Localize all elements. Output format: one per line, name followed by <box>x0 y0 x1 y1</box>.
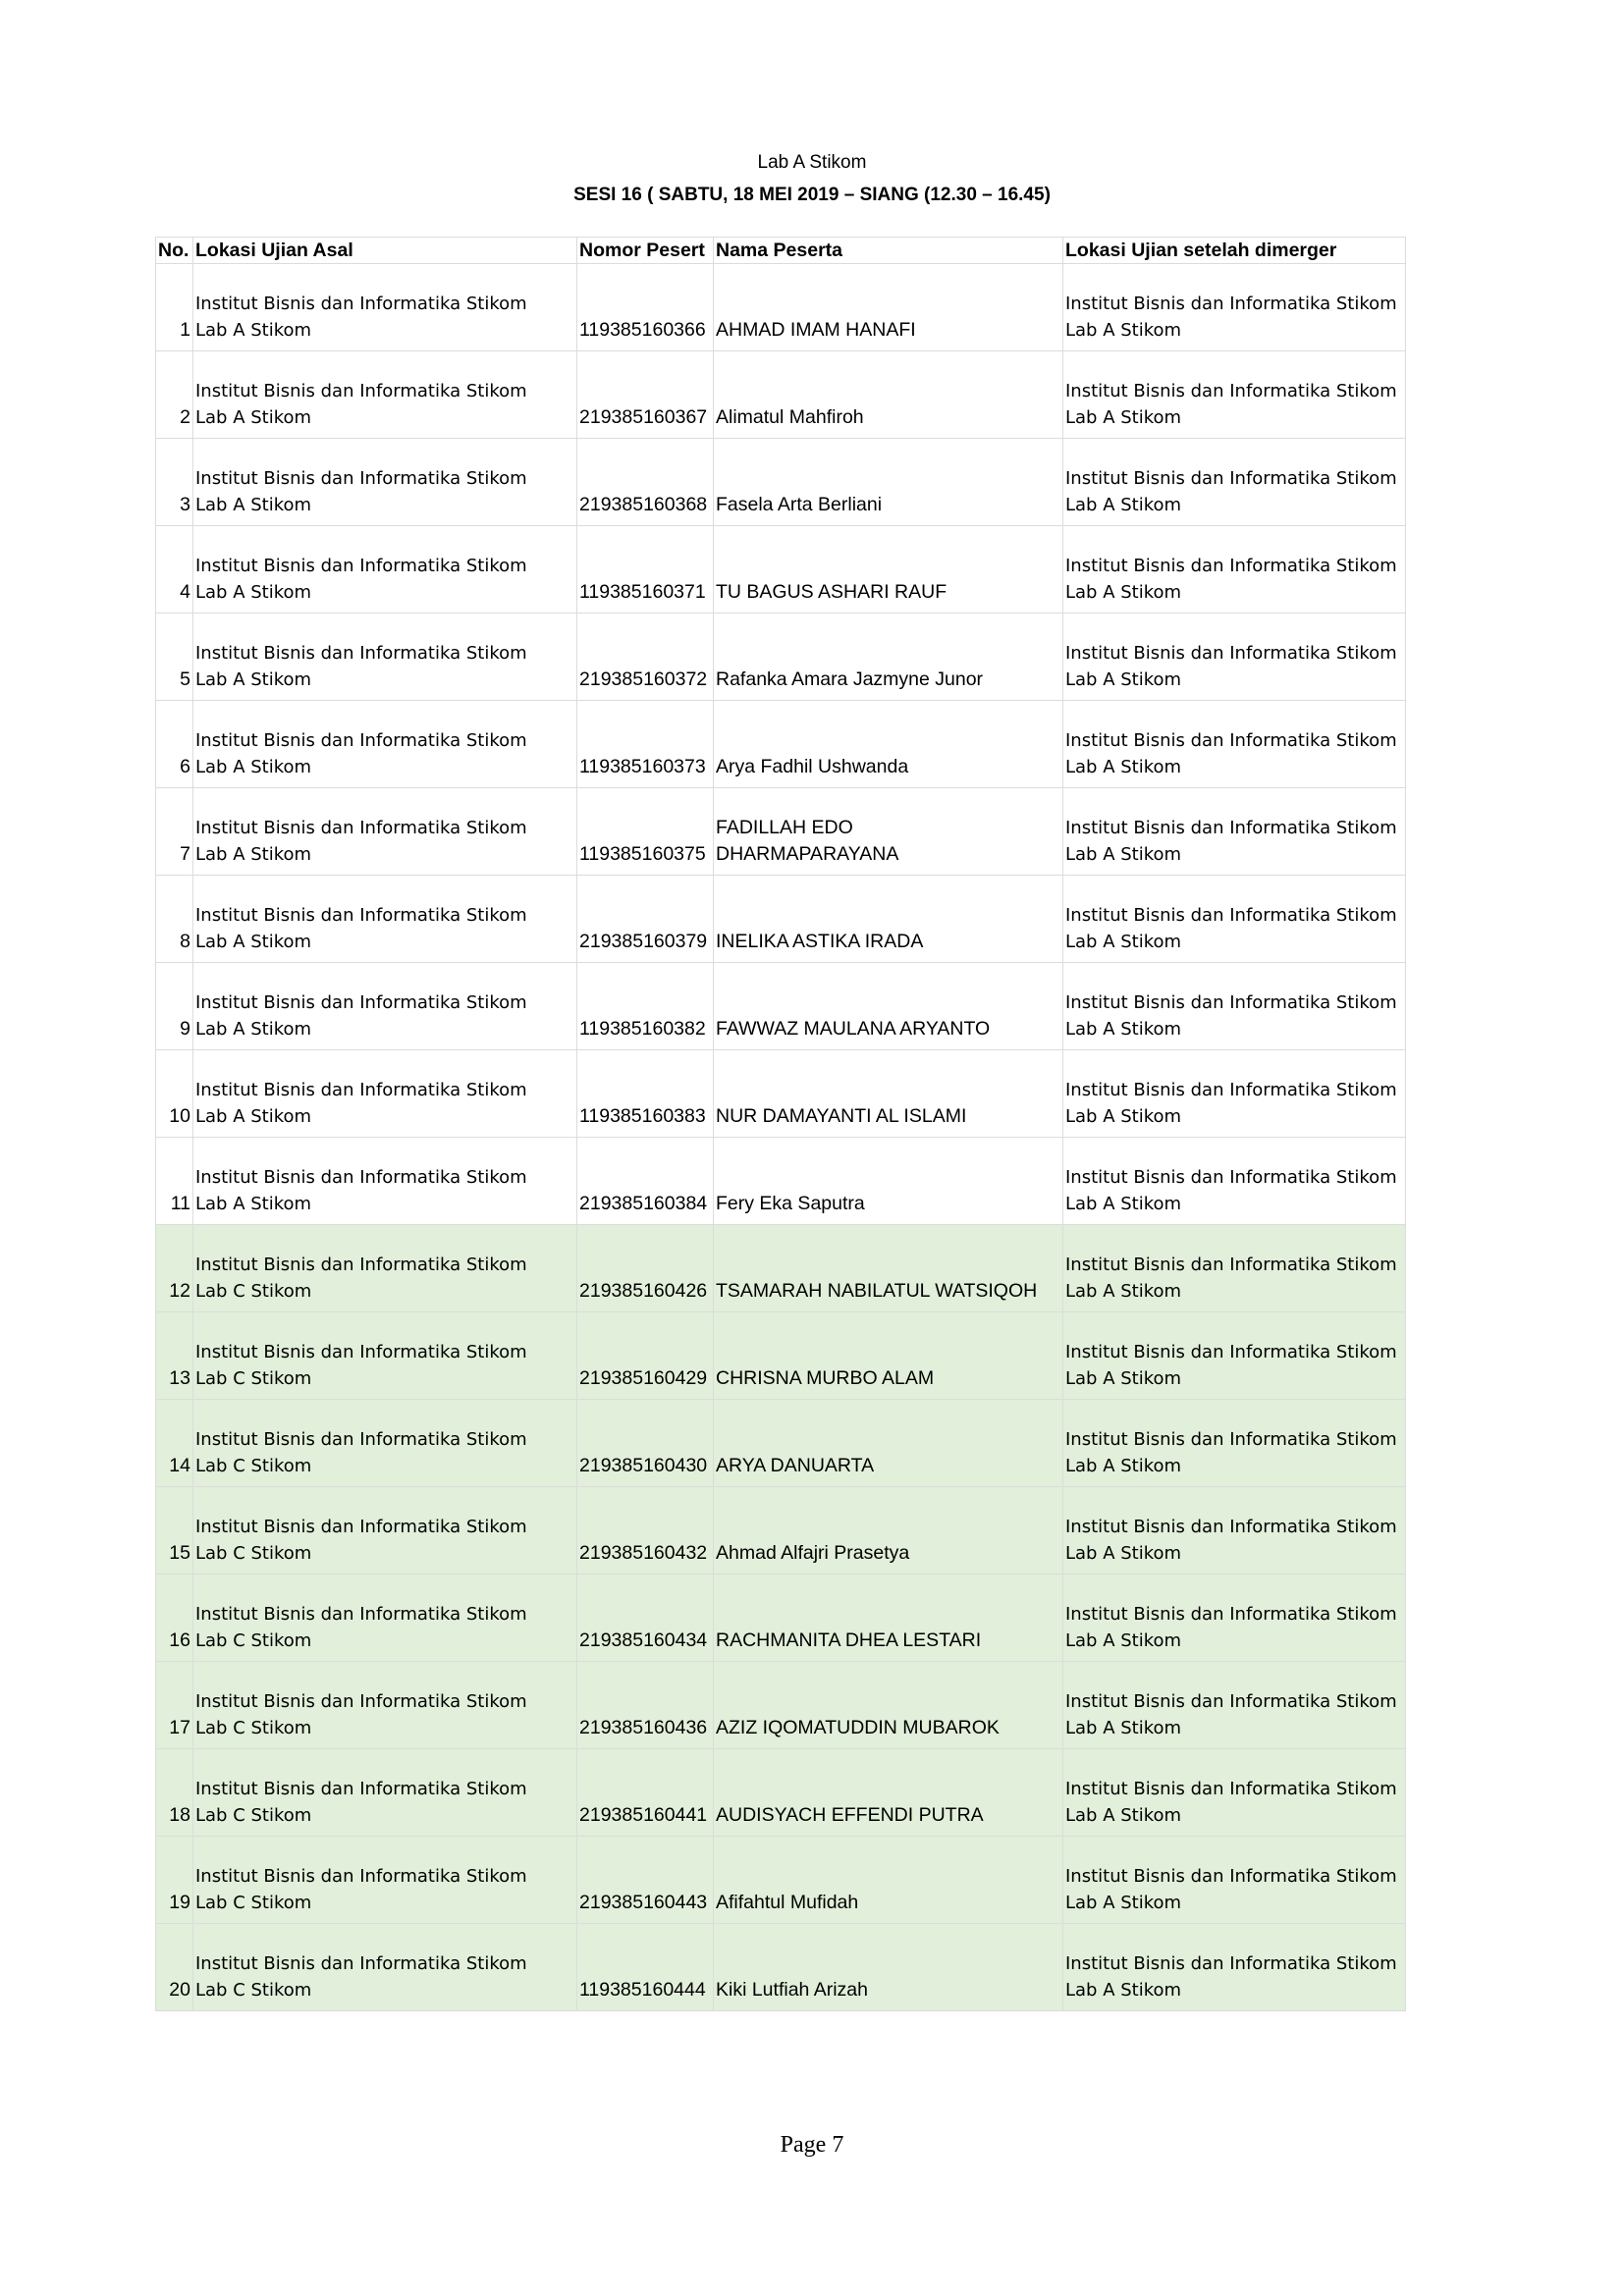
table-row <box>156 1837 1406 1924</box>
document-title: Lab A Stikom <box>757 152 867 173</box>
column-header-lokasi-asal: Lokasi Ujian Asal <box>193 238 577 264</box>
lokasi-asal-lab: Lab C Stikom <box>195 1893 312 1913</box>
lokasi-merger-lab: Lab A Stikom <box>1065 1019 1182 1040</box>
lokasi-merger-lab: Lab A Stikom <box>1065 1718 1182 1738</box>
nama-peserta-cell <box>714 1487 1063 1575</box>
nama-peserta-line-2: ARYA DANUARTA <box>716 1455 875 1476</box>
table-row <box>156 264 1406 351</box>
lokasi-asal-lab: Lab C Stikom <box>195 1805 312 1826</box>
lokasi-merger-cell <box>1063 1487 1406 1575</box>
table-row <box>156 1662 1406 1749</box>
lokasi-merger-lab: Lab A Stikom <box>1065 407 1182 428</box>
lokasi-merger-institution: Institut Bisnis dan Informatika Stikom <box>1065 1080 1397 1100</box>
lokasi-merger-institution: Institut Bisnis dan Informatika Stikom <box>1065 643 1397 664</box>
nama-peserta-line-2: Rafanka Amara Jazmyne Junor <box>716 668 984 690</box>
row-number: 4 <box>156 526 193 614</box>
nama-peserta-cell <box>714 351 1063 439</box>
nama-peserta-line-2: AUDISYACH EFFENDI PUTRA <box>716 1804 984 1826</box>
lokasi-merger-institution: Institut Bisnis dan Informatika Stikom <box>1065 1691 1397 1712</box>
row-number: 18 <box>156 1749 193 1837</box>
lokasi-asal-cell <box>193 963 577 1050</box>
lokasi-merger-cell <box>1063 1050 1406 1138</box>
table-row <box>156 439 1406 526</box>
nama-peserta-line-1: FADILLAH EDO <box>716 817 853 838</box>
nama-peserta-line-2: AZIZ IQOMATUDDIN MUBAROK <box>716 1717 1000 1738</box>
lokasi-merger-cell <box>1063 963 1406 1050</box>
nama-peserta-line-2: TU BAGUS ASHARI RAUF <box>716 581 947 603</box>
table-row <box>156 1924 1406 2011</box>
nama-peserta-line-2: AHMAD IMAM HANAFI <box>716 319 916 341</box>
lokasi-asal-institution: Institut Bisnis dan Informatika Stikom <box>195 1691 527 1712</box>
row-number: 20 <box>156 1924 193 2011</box>
nama-peserta-line-2: DHARMAPARAYANA <box>716 843 899 865</box>
nama-peserta-cell <box>714 1575 1063 1662</box>
lokasi-merger-cell <box>1063 1837 1406 1924</box>
table-row <box>156 351 1406 439</box>
nama-peserta-cell <box>714 876 1063 963</box>
lokasi-merger-lab: Lab A Stikom <box>1065 669 1182 690</box>
column-header-no: No. <box>156 238 193 264</box>
nama-peserta-cell <box>714 526 1063 614</box>
nama-peserta-cell <box>714 1050 1063 1138</box>
lokasi-merger-institution: Institut Bisnis dan Informatika Stikom <box>1065 1517 1397 1537</box>
lokasi-asal-lab: Lab A Stikom <box>195 1106 312 1127</box>
lokasi-asal-lab: Lab C Stikom <box>195 1980 312 2001</box>
row-number: 19 <box>156 1837 193 1924</box>
lokasi-merger-institution: Institut Bisnis dan Informatika Stikom <box>1065 1779 1397 1799</box>
lokasi-merger-institution: Institut Bisnis dan Informatika Stikom <box>1065 1167 1397 1188</box>
nama-peserta-line-2: Fasela Arta Berliani <box>716 494 883 515</box>
nomor-peserta-cell: 219385160436 <box>577 1662 714 1749</box>
lokasi-merger-lab: Lab A Stikom <box>1065 320 1182 341</box>
lokasi-asal-lab: Lab A Stikom <box>195 407 312 428</box>
lokasi-merger-institution: Institut Bisnis dan Informatika Stikom <box>1065 905 1397 926</box>
nomor-peserta-cell: 119385160444 <box>577 1924 714 2011</box>
row-number: 2 <box>156 351 193 439</box>
nama-peserta-cell <box>714 1749 1063 1837</box>
lokasi-asal-institution: Institut Bisnis dan Informatika Stikom <box>195 1255 527 1275</box>
table-row <box>156 701 1406 788</box>
nomor-peserta-cell: 219385160379 <box>577 876 714 963</box>
lokasi-asal-lab: Lab A Stikom <box>195 582 312 603</box>
nama-peserta-cell <box>714 1662 1063 1749</box>
row-number: 13 <box>156 1312 193 1400</box>
lokasi-merger-lab: Lab A Stikom <box>1065 1805 1182 1826</box>
lokasi-merger-cell <box>1063 351 1406 439</box>
nama-peserta-line-2: RACHMANITA DHEA LESTARI <box>716 1629 982 1651</box>
lokasi-asal-lab: Lab A Stikom <box>195 1194 312 1214</box>
lokasi-asal-cell <box>193 526 577 614</box>
lokasi-asal-institution: Institut Bisnis dan Informatika Stikom <box>195 992 527 1013</box>
table-row <box>156 1749 1406 1837</box>
lokasi-merger-cell <box>1063 1662 1406 1749</box>
lokasi-asal-institution: Institut Bisnis dan Informatika Stikom <box>195 556 527 576</box>
lokasi-asal-lab: Lab A Stikom <box>195 320 312 341</box>
nomor-peserta-cell: 119385160383 <box>577 1050 714 1138</box>
lokasi-merger-lab: Lab A Stikom <box>1065 582 1182 603</box>
row-number: 14 <box>156 1400 193 1487</box>
lokasi-asal-cell <box>193 876 577 963</box>
lokasi-merger-lab: Lab A Stikom <box>1065 932 1182 952</box>
column-header-nama-peserta: Nama Peserta <box>714 238 1063 264</box>
nama-peserta-line-2: FAWWAZ MAULANA ARYANTO <box>716 1018 991 1040</box>
session-heading: SESI 16 ( SABTU, 18 MEI 2019 – SIANG (12.30 – 16.45) <box>573 185 1051 205</box>
lokasi-asal-cell <box>193 1050 577 1138</box>
lokasi-asal-cell <box>193 614 577 701</box>
lokasi-merger-institution: Institut Bisnis dan Informatika Stikom <box>1065 730 1397 751</box>
nomor-peserta-cell: 219385160367 <box>577 351 714 439</box>
lokasi-asal-lab: Lab A Stikom <box>195 757 312 777</box>
lokasi-merger-cell <box>1063 614 1406 701</box>
lokasi-asal-cell <box>193 701 577 788</box>
lokasi-merger-lab: Lab A Stikom <box>1065 1630 1182 1651</box>
lokasi-merger-cell <box>1063 701 1406 788</box>
row-number: 15 <box>156 1487 193 1575</box>
lokasi-asal-institution: Institut Bisnis dan Informatika Stikom <box>195 905 527 926</box>
nomor-peserta-cell: 219385160384 <box>577 1138 714 1225</box>
nomor-peserta-cell: 219385160443 <box>577 1837 714 1924</box>
lokasi-merger-lab: Lab A Stikom <box>1065 1456 1182 1476</box>
row-number: 8 <box>156 876 193 963</box>
lokasi-asal-lab: Lab A Stikom <box>195 669 312 690</box>
nama-peserta-cell <box>714 439 1063 526</box>
lokasi-merger-institution: Institut Bisnis dan Informatika Stikom <box>1065 1342 1397 1362</box>
table-row <box>156 1312 1406 1400</box>
nama-peserta-line-2: INELIKA ASTIKA IRADA <box>716 931 924 952</box>
lokasi-asal-cell <box>193 788 577 876</box>
lokasi-asal-lab: Lab C Stikom <box>195 1630 312 1651</box>
lokasi-asal-cell <box>193 1312 577 1400</box>
table-row <box>156 876 1406 963</box>
nama-peserta-cell <box>714 788 1063 876</box>
nama-peserta-cell <box>714 1400 1063 1487</box>
column-header-lokasi-merger: Lokasi Ujian setelah dimerger <box>1063 238 1406 264</box>
lokasi-merger-institution: Institut Bisnis dan Informatika Stikom <box>1065 1866 1397 1887</box>
lokasi-asal-institution: Institut Bisnis dan Informatika Stikom <box>195 1953 527 1974</box>
lokasi-merger-institution: Institut Bisnis dan Informatika Stikom <box>1065 818 1397 838</box>
nama-peserta-cell <box>714 1138 1063 1225</box>
nama-peserta-line-2: Ahmad Alfajri Prasetya <box>716 1542 910 1564</box>
row-number: 7 <box>156 788 193 876</box>
lokasi-merger-institution: Institut Bisnis dan Informatika Stikom <box>1065 1604 1397 1625</box>
lokasi-merger-institution: Institut Bisnis dan Informatika Stikom <box>1065 556 1397 576</box>
row-number: 17 <box>156 1662 193 1749</box>
table-row <box>156 788 1406 876</box>
lokasi-asal-cell <box>193 351 577 439</box>
nama-peserta-cell <box>714 1924 1063 2011</box>
lokasi-merger-institution: Institut Bisnis dan Informatika Stikom <box>1065 381 1397 401</box>
table-row <box>156 1487 1406 1575</box>
table-row <box>156 1138 1406 1225</box>
lokasi-asal-lab: Lab C Stikom <box>195 1718 312 1738</box>
nama-peserta-line-2: Alimatul Mahfiroh <box>716 406 864 428</box>
row-number: 6 <box>156 701 193 788</box>
nama-peserta-cell <box>714 701 1063 788</box>
lokasi-asal-lab: Lab C Stikom <box>195 1456 312 1476</box>
nomor-peserta-cell: 119385160382 <box>577 963 714 1050</box>
nomor-peserta-cell: 119385160366 <box>577 264 714 351</box>
row-number: 16 <box>156 1575 193 1662</box>
lokasi-asal-institution: Institut Bisnis dan Informatika Stikom <box>195 818 527 838</box>
lokasi-asal-institution: Institut Bisnis dan Informatika Stikom <box>195 381 527 401</box>
nama-peserta-line-2: CHRISNA MURBO ALAM <box>716 1367 935 1389</box>
lokasi-asal-lab: Lab C Stikom <box>195 1281 312 1302</box>
lokasi-merger-cell <box>1063 264 1406 351</box>
row-number: 9 <box>156 963 193 1050</box>
lokasi-asal-institution: Institut Bisnis dan Informatika Stikom <box>195 730 527 751</box>
lokasi-merger-cell <box>1063 1138 1406 1225</box>
nomor-peserta-cell: 219385160441 <box>577 1749 714 1837</box>
lokasi-merger-lab: Lab A Stikom <box>1065 1980 1182 2001</box>
lokasi-merger-institution: Institut Bisnis dan Informatika Stikom <box>1065 468 1397 489</box>
lokasi-asal-lab: Lab A Stikom <box>195 844 312 865</box>
lokasi-merger-institution: Institut Bisnis dan Informatika Stikom <box>1065 1953 1397 1974</box>
nomor-peserta-cell: 219385160432 <box>577 1487 714 1575</box>
lokasi-merger-cell <box>1063 788 1406 876</box>
lokasi-merger-institution: Institut Bisnis dan Informatika Stikom <box>1065 294 1397 314</box>
nomor-peserta-cell: 219385160372 <box>577 614 714 701</box>
lokasi-asal-cell <box>193 1575 577 1662</box>
table-row <box>156 1225 1406 1312</box>
lokasi-asal-cell <box>193 439 577 526</box>
lokasi-merger-lab: Lab A Stikom <box>1065 1893 1182 1913</box>
lokasi-asal-institution: Institut Bisnis dan Informatika Stikom <box>195 294 527 314</box>
row-number: 12 <box>156 1225 193 1312</box>
nomor-peserta-cell: 219385160434 <box>577 1575 714 1662</box>
lokasi-merger-cell <box>1063 876 1406 963</box>
nomor-peserta-cell: 119385160371 <box>577 526 714 614</box>
lokasi-asal-cell <box>193 1924 577 2011</box>
lokasi-asal-cell <box>193 1138 577 1225</box>
lokasi-asal-cell <box>193 1662 577 1749</box>
lokasi-asal-institution: Institut Bisnis dan Informatika Stikom <box>195 1779 527 1799</box>
nama-peserta-cell <box>714 1837 1063 1924</box>
row-number: 3 <box>156 439 193 526</box>
lokasi-merger-institution: Institut Bisnis dan Informatika Stikom <box>1065 1255 1397 1275</box>
lokasi-asal-institution: Institut Bisnis dan Informatika Stikom <box>195 1167 527 1188</box>
lokasi-asal-lab: Lab C Stikom <box>195 1368 312 1389</box>
lokasi-merger-cell <box>1063 439 1406 526</box>
lokasi-asal-cell <box>193 1749 577 1837</box>
lokasi-merger-lab: Lab A Stikom <box>1065 1194 1182 1214</box>
lokasi-merger-lab: Lab A Stikom <box>1065 1543 1182 1564</box>
lokasi-merger-cell <box>1063 1749 1406 1837</box>
nama-peserta-cell <box>714 264 1063 351</box>
table-row <box>156 614 1406 701</box>
participant-table <box>155 237 1406 2011</box>
lokasi-merger-lab: Lab A Stikom <box>1065 495 1182 515</box>
nomor-peserta-cell: 219385160430 <box>577 1400 714 1487</box>
nama-peserta-line-2: NUR DAMAYANTI AL ISLAMI <box>716 1105 967 1127</box>
lokasi-asal-lab: Lab A Stikom <box>195 932 312 952</box>
row-number: 10 <box>156 1050 193 1138</box>
row-number: 5 <box>156 614 193 701</box>
lokasi-asal-institution: Institut Bisnis dan Informatika Stikom <box>195 1080 527 1100</box>
lokasi-asal-lab: Lab C Stikom <box>195 1543 312 1564</box>
lokasi-asal-lab: Lab A Stikom <box>195 1019 312 1040</box>
nomor-peserta-cell: 119385160373 <box>577 701 714 788</box>
lokasi-asal-institution: Institut Bisnis dan Informatika Stikom <box>195 1429 527 1450</box>
nomor-peserta-cell: 219385160426 <box>577 1225 714 1312</box>
lokasi-asal-cell <box>193 1225 577 1312</box>
nama-peserta-line-2: Arya Fadhil Ushwanda <box>716 756 909 777</box>
lokasi-merger-cell <box>1063 1575 1406 1662</box>
lokasi-merger-lab: Lab A Stikom <box>1065 1368 1182 1389</box>
lokasi-merger-lab: Lab A Stikom <box>1065 844 1182 865</box>
nama-peserta-cell <box>714 614 1063 701</box>
lokasi-asal-institution: Institut Bisnis dan Informatika Stikom <box>195 1866 527 1887</box>
row-number: 1 <box>156 264 193 351</box>
row-number: 11 <box>156 1138 193 1225</box>
nama-peserta-cell <box>714 963 1063 1050</box>
lokasi-merger-lab: Lab A Stikom <box>1065 757 1182 777</box>
lokasi-asal-institution: Institut Bisnis dan Informatika Stikom <box>195 643 527 664</box>
page-number: Page 7 <box>780 2132 844 2158</box>
lokasi-asal-institution: Institut Bisnis dan Informatika Stikom <box>195 1342 527 1362</box>
nomor-peserta-cell: 119385160375 <box>577 788 714 876</box>
lokasi-asal-cell <box>193 1400 577 1487</box>
table-row <box>156 526 1406 614</box>
nama-peserta-line-2: Kiki Lutfiah Arizah <box>716 1979 869 2001</box>
nama-peserta-cell <box>714 1225 1063 1312</box>
lokasi-merger-cell <box>1063 1400 1406 1487</box>
lokasi-merger-cell <box>1063 1225 1406 1312</box>
table-row <box>156 963 1406 1050</box>
lokasi-asal-cell <box>193 264 577 351</box>
nama-peserta-line-2: TSAMARAH NABILATUL WATSIQOH <box>716 1280 1038 1302</box>
nama-peserta-cell <box>714 1312 1063 1400</box>
lokasi-merger-institution: Institut Bisnis dan Informatika Stikom <box>1065 1429 1397 1450</box>
lokasi-asal-institution: Institut Bisnis dan Informatika Stikom <box>195 1517 527 1537</box>
lokasi-merger-cell <box>1063 1312 1406 1400</box>
lokasi-merger-cell <box>1063 1924 1406 2011</box>
lokasi-asal-cell <box>193 1487 577 1575</box>
table-header-row <box>156 238 1406 264</box>
lokasi-asal-institution: Institut Bisnis dan Informatika Stikom <box>195 468 527 489</box>
lokasi-asal-cell <box>193 1837 577 1924</box>
column-header-nomor-peserta: Nomor Pesert <box>577 238 714 264</box>
nomor-peserta-cell: 219385160429 <box>577 1312 714 1400</box>
nomor-peserta-cell: 219385160368 <box>577 439 714 526</box>
nama-peserta-line-2: Fery Eka Saputra <box>716 1193 865 1214</box>
lokasi-asal-institution: Institut Bisnis dan Informatika Stikom <box>195 1604 527 1625</box>
lokasi-merger-lab: Lab A Stikom <box>1065 1281 1182 1302</box>
lokasi-merger-institution: Institut Bisnis dan Informatika Stikom <box>1065 992 1397 1013</box>
table-row <box>156 1400 1406 1487</box>
nama-peserta-line-2: Afifahtul Mufidah <box>716 1892 859 1913</box>
lokasi-merger-lab: Lab A Stikom <box>1065 1106 1182 1127</box>
lokasi-merger-cell <box>1063 526 1406 614</box>
table-row <box>156 1575 1406 1662</box>
table-row <box>156 1050 1406 1138</box>
lokasi-asal-lab: Lab A Stikom <box>195 495 312 515</box>
